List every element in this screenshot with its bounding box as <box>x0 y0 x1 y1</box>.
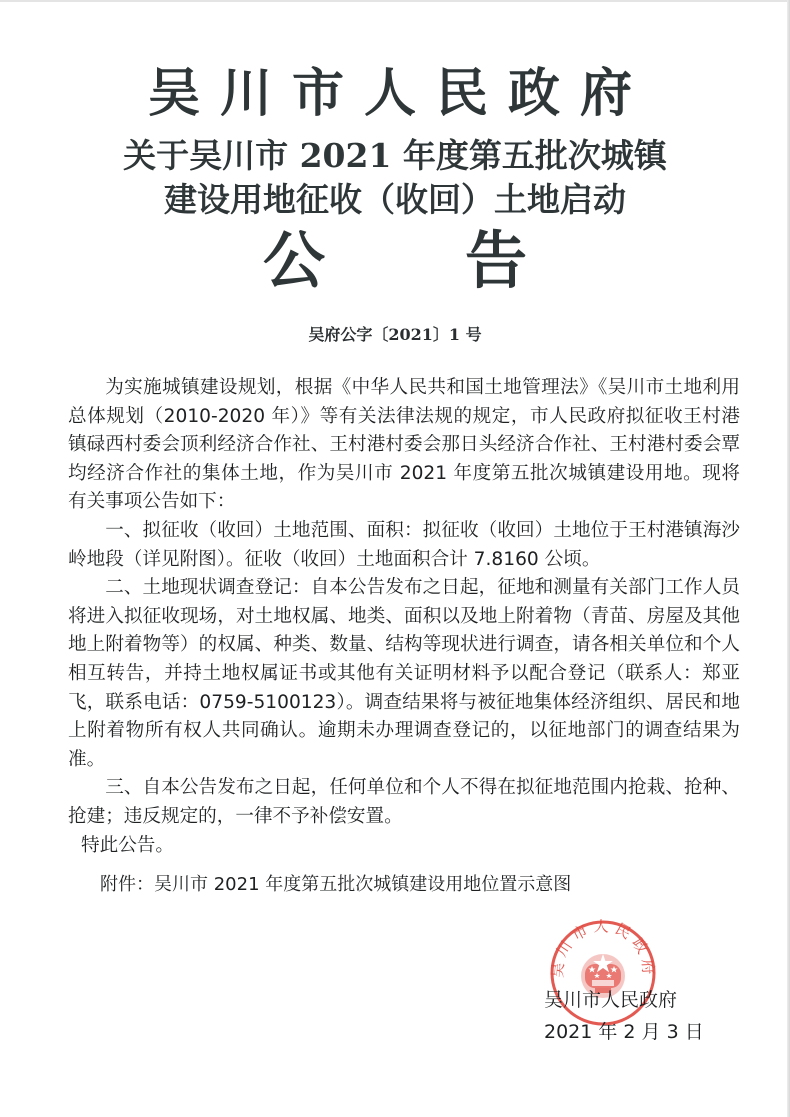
attachment-note: 附件：吴川市 2021 年度第五批次城镇建设用地位置示意图 <box>100 874 572 895</box>
signature-org: 吴川市人民政府 <box>544 989 678 1011</box>
notice-label-char-1: 公 <box>262 224 325 297</box>
paragraph-item-3: 三、自本公告发布之日起，任何单位和个人不得在拟征地范围内抢栽、抢种、抢建；违反规定的，一律不予补偿安置。 <box>68 777 740 827</box>
paragraph-item-1: 一、拟征收（收回）土地范围、面积：拟征收（收回）土地位于王村港镇海沙岭地段（详见附图）。征收（收回）土地面积合计 7.8160 公顷。 <box>68 519 740 570</box>
notice-body <box>68 374 740 860</box>
closing-statement: 特此公告。 <box>81 834 174 856</box>
notice-label <box>0 224 790 298</box>
notice-label-char-2: 告 <box>465 224 528 297</box>
issuer-heading: 吴川市人民政府 <box>147 63 652 124</box>
signature-block <box>544 984 744 1048</box>
paragraph-intro: 为实施城镇建设规划，根据《中华人民共和国土地管理法》《吴川市土地利用总体规划（2010-2020 年）》等有关法律法规的规定，市人民政府拟征收王村港镇碌西村委会顶利经济合作社、王村港村委会那日头经济合作社、王村港村委会覃均经济合作社的集体土地，作为吴川市 2021 年度第五批次城镇建设用地。现将有关事项公告如下： <box>68 377 740 513</box>
signature-date: 2021 年 2 月 3 日 <box>544 1021 704 1043</box>
scan-edge-top <box>0 0 790 2</box>
paragraph-item-2: 二、土地现状调查登记：自本公告发布之日起，征地和测量有关部门工作人员将进入拟征收现场，对土地权属、地类、面积以及地上附着物（青苗、房屋及其他地上附着物等）的权属、种类、数量、结构等现状进行调查，请各相关单位和个人相互转告，并持土地权属证书或其他有关证明材料予以配合登记（联系人：郑亚飞，联系电话：0759-5100123）。调查结果将与被征地集体经济组织、居民和地上附着物所有权人共同确认。逾期未办理调查登记的，以征地部门的调查结果为准。 <box>68 577 740 770</box>
document-number: 吴府公字〔2021〕1 号 <box>308 325 482 344</box>
notice-title-line-1: 关于吴川市 2021 年度第五批次城镇 <box>123 136 667 175</box>
seal-arc-text: 吴川市人民政府 <box>548 918 658 980</box>
notice-title-line-2: 建设用地征收（收回）土地启动 <box>164 180 626 219</box>
